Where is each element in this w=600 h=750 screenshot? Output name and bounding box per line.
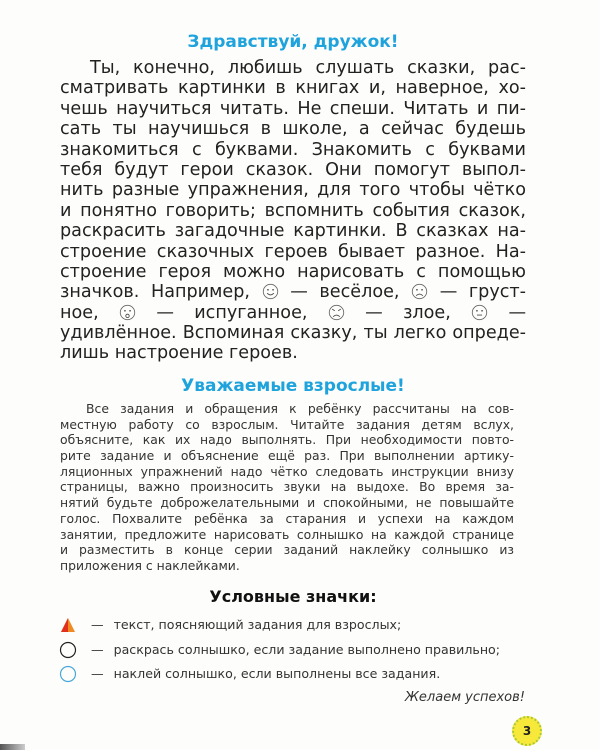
text-segment: — весёлое, xyxy=(290,282,400,303)
text-line: и понятно говорить; вспомнить события сказок, xyxy=(60,200,526,221)
text-line: занятии, предложите нарисовать солнышко на каждой странице xyxy=(60,526,514,542)
text-line: раскрасить загадочные картинки. В сказках на- xyxy=(60,221,526,242)
surprised-face-icon xyxy=(471,304,488,321)
text-segment: — испуганное, xyxy=(156,302,308,323)
text-line: объясните, как их надо выполнять. При необходимости повто- xyxy=(60,432,514,448)
text-line: знакомиться с буквами. Знакомить с буквами xyxy=(60,139,526,160)
dash: — xyxy=(91,642,104,657)
text-line: голос. Похвалите ребёнка за старания и успехи на каждом xyxy=(60,510,514,526)
text-line: нятий будьте доброжелательными и спокойными, не повышайте xyxy=(60,495,514,511)
text-segment: — злое, xyxy=(365,302,451,323)
text-segment: — груст- xyxy=(439,282,527,303)
happy-face-icon xyxy=(262,283,279,300)
text-segment: — xyxy=(508,302,527,323)
child-text xyxy=(60,58,526,364)
text-line: приложения с наклейками. xyxy=(60,557,240,573)
text-line: Все задания и обращения к ребёнку рассчитаны на сов- xyxy=(86,401,514,416)
scared-face-icon xyxy=(119,304,136,321)
legend-title: Условные значки: xyxy=(209,587,377,606)
text-line: ляционных упражнений надо чётко следовать инструкции внизу xyxy=(60,463,514,479)
text-line: тебя будут герои сказок. Они помогут выпол- xyxy=(60,159,526,180)
text-line: строение героя можно нарисовать с помощью xyxy=(60,261,526,282)
black-circle-icon xyxy=(59,641,77,659)
text-line: рите задание и объяснение ещё раз. При выполнении артику- xyxy=(60,448,514,464)
dash: — xyxy=(91,617,104,632)
text-line: чешь научиться читать. Не спеши. Читать и пи- xyxy=(60,98,526,119)
text-line: сматривать картинки в книгах и, наверное, хо- xyxy=(60,78,526,99)
legend-text: наклей солнышко, если выполнены все задания. xyxy=(113,666,441,681)
closing-wish: Желаем успехов! xyxy=(404,690,525,705)
legend-item xyxy=(57,665,440,683)
legend-item xyxy=(57,641,500,659)
page-corner-shadow xyxy=(0,744,25,750)
text-line-faces xyxy=(60,303,526,323)
adults-title: Уважаемые взрослые! xyxy=(181,376,405,396)
text-line: лишь настроение героев. xyxy=(60,343,298,364)
dash: — xyxy=(91,666,104,681)
legend-text: текст, поясняющий задания для взрослых; xyxy=(113,617,402,632)
child-greeting-title: Здравствуй, дружок! xyxy=(187,32,399,52)
text-segment: значков. Например, xyxy=(60,282,250,303)
red-triangle-icon xyxy=(60,617,76,633)
adult-text xyxy=(60,401,514,574)
text-line: и разместить в конце серии заданий наклейку солнышко из xyxy=(60,542,514,558)
sad-face-icon xyxy=(411,283,428,300)
text-line-faces xyxy=(60,282,526,302)
text-line: Ты, конечно, любишь слушать сказки, рас- xyxy=(90,58,526,78)
text-line: удивлённое. Вспоминая сказку, ты легко опреде- xyxy=(60,323,526,344)
page-number-badge: 3 xyxy=(512,716,542,746)
text-line: сать ты научишься в школе, а сейчас будешь xyxy=(60,119,526,140)
angry-face-icon xyxy=(328,304,345,321)
legend-text: раскрась солнышко, если задание выполнено правильно; xyxy=(113,642,500,657)
text-line: местную работу со взрослым. Читайте задания детям вслух, xyxy=(60,416,514,432)
text-line: строение сказочных героев бывает разное. На- xyxy=(60,241,526,262)
text-segment: ное, xyxy=(60,302,99,323)
blue-circle-icon xyxy=(59,665,77,683)
text-line: нить разные упражнения, для того чтобы чётко xyxy=(60,180,526,201)
text-line: страницы, важно произносить звуки на выдохе. Во время за- xyxy=(60,479,514,495)
legend-item xyxy=(57,616,401,634)
